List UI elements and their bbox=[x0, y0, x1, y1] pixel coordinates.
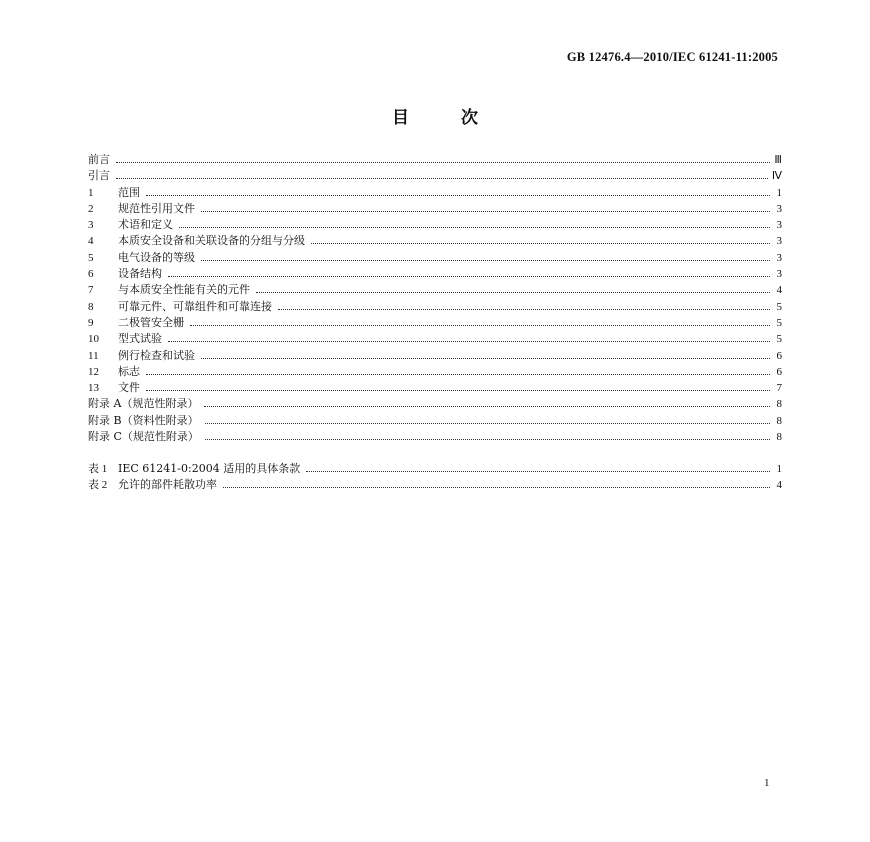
table-list-entry[interactable] bbox=[88, 477, 782, 493]
toc-entry[interactable] bbox=[88, 429, 782, 445]
toc-entry-number: 4 bbox=[88, 235, 94, 248]
toc-entry-number: 表 1 bbox=[88, 463, 108, 475]
toc-entry[interactable] bbox=[88, 380, 782, 396]
toc-entry-title: 术语和定义 bbox=[118, 218, 173, 232]
toc-entry-number: 6 bbox=[88, 268, 94, 281]
toc-entry-number: 13 bbox=[88, 382, 99, 395]
toc-dot-leader bbox=[201, 260, 770, 261]
toc-entry[interactable] bbox=[88, 331, 782, 347]
toc-entry-title: 附录 A（规范性附录） bbox=[88, 397, 199, 411]
toc-entry[interactable] bbox=[88, 282, 782, 298]
toc-dot-leader bbox=[278, 309, 770, 310]
toc-entry-number: 1 bbox=[88, 186, 94, 199]
toc-entry-page: 3 bbox=[776, 219, 782, 232]
toc-entry[interactable] bbox=[88, 168, 782, 184]
toc-dot-leader bbox=[146, 195, 770, 196]
toc-dot-leader bbox=[116, 162, 770, 163]
toc-entry-title: 范围 bbox=[118, 185, 140, 199]
table-of-contents bbox=[88, 152, 782, 445]
toc-entry-number: 8 bbox=[88, 300, 94, 313]
toc-dot-leader bbox=[146, 374, 770, 375]
toc-entry-number: 5 bbox=[88, 251, 94, 264]
toc-entry-title: 附录 C（规范性附录） bbox=[88, 430, 199, 444]
toc-dot-leader bbox=[168, 276, 770, 277]
table-list-entry[interactable] bbox=[88, 461, 782, 477]
toc-dot-leader bbox=[204, 406, 770, 407]
toc-entry[interactable] bbox=[88, 152, 782, 168]
toc-dot-leader bbox=[190, 325, 770, 326]
toc-dot-leader bbox=[146, 390, 770, 391]
toc-entry-page: Ⅲ bbox=[774, 154, 782, 166]
toc-entry-page: 5 bbox=[776, 300, 782, 313]
toc-entry-number: 10 bbox=[88, 333, 99, 346]
toc-entry-title: 标志 bbox=[118, 364, 140, 378]
toc-entry-page: 4 bbox=[776, 284, 782, 297]
toc-entry[interactable] bbox=[88, 233, 782, 249]
toc-entry-page: 3 bbox=[776, 251, 782, 264]
toc-entry-page: 5 bbox=[776, 316, 782, 329]
toc-entry-title: 电气设备的等级 bbox=[118, 250, 195, 264]
toc-entry[interactable] bbox=[88, 315, 782, 331]
toc-entry-page: Ⅳ bbox=[771, 170, 782, 183]
toc-entry-page: 3 bbox=[776, 235, 782, 248]
toc-dot-leader bbox=[179, 227, 770, 228]
toc-entry-title: 文件 bbox=[118, 381, 140, 395]
toc-dot-leader bbox=[201, 211, 770, 212]
toc-entry-title: 设备结构 bbox=[118, 267, 162, 281]
toc-entry-number: 7 bbox=[88, 284, 94, 297]
toc-entry-title: 与本质安全性能有关的元件 bbox=[118, 283, 250, 297]
toc-entry-page: 6 bbox=[776, 349, 782, 362]
toc-entry-title: 允许的部件耗散功率 bbox=[118, 478, 217, 492]
toc-entry[interactable] bbox=[88, 250, 782, 266]
toc-entry[interactable] bbox=[88, 413, 782, 429]
toc-entry-page: 8 bbox=[776, 431, 782, 444]
toc-entry[interactable] bbox=[88, 266, 782, 282]
toc-dot-leader bbox=[201, 358, 770, 359]
toc-dot-leader bbox=[311, 243, 770, 244]
toc-dot-leader bbox=[205, 423, 770, 424]
toc-entry-number: 9 bbox=[88, 316, 94, 329]
toc-entry-title: 可靠元件、可靠组件和可靠连接 bbox=[118, 299, 272, 313]
toc-dot-leader bbox=[116, 178, 768, 179]
toc-entry[interactable] bbox=[88, 217, 782, 233]
toc-entry-title: 引言 bbox=[88, 169, 110, 183]
toc-entry-number: 3 bbox=[88, 219, 94, 232]
toc-entry-page: 6 bbox=[776, 365, 782, 378]
toc-entry[interactable] bbox=[88, 201, 782, 217]
toc-dot-leader bbox=[168, 341, 770, 342]
list-of-tables bbox=[88, 461, 782, 494]
toc-entry-title: 规范性引用文件 bbox=[118, 201, 195, 215]
toc-dot-leader bbox=[256, 292, 770, 293]
toc-entry-number: 2 bbox=[88, 202, 94, 215]
toc-entry-title: IEC 61241-0:2004 适用的具体条款 bbox=[118, 462, 301, 475]
toc-entry-page: 4 bbox=[776, 479, 782, 492]
toc-dot-leader bbox=[205, 439, 770, 440]
page-title-char-2: 次 bbox=[461, 108, 478, 128]
toc-entry[interactable] bbox=[88, 348, 782, 364]
standard-code: GB 12476.4—2010/IEC 61241-11:2005 bbox=[566, 50, 778, 64]
page-number: 1 bbox=[764, 777, 770, 789]
page-title bbox=[0, 103, 870, 128]
toc-entry[interactable] bbox=[88, 299, 782, 315]
toc-entry-title: 例行检查和试验 bbox=[118, 348, 195, 362]
toc-entry-title: 附录 B（资料性附录） bbox=[88, 413, 199, 427]
page-title-char-1: 目 bbox=[392, 108, 409, 128]
toc-entry-page: 8 bbox=[776, 398, 782, 411]
toc-dot-leader bbox=[223, 487, 770, 488]
toc-entry-title: 二极管安全栅 bbox=[118, 315, 184, 329]
toc-entry-page: 1 bbox=[776, 463, 782, 475]
toc-entry-number: 11 bbox=[88, 349, 99, 362]
toc-entry-title: 型式试验 bbox=[118, 332, 162, 346]
toc-entry-title: 前言 bbox=[88, 153, 110, 166]
toc-entry[interactable] bbox=[88, 396, 782, 412]
toc-entry-page: 5 bbox=[776, 333, 782, 346]
toc-entry[interactable] bbox=[88, 185, 782, 201]
toc-entry-page: 1 bbox=[776, 186, 782, 199]
toc-entry-page: 8 bbox=[776, 414, 782, 427]
toc-entry-page: 3 bbox=[776, 202, 782, 215]
toc-entry-number: 表 2 bbox=[88, 479, 108, 492]
toc-entry-page: 3 bbox=[776, 268, 782, 281]
toc-entry-page: 7 bbox=[776, 382, 782, 395]
toc-entry-number: 12 bbox=[88, 365, 99, 378]
toc-entry-title: 本质安全设备和关联设备的分组与分级 bbox=[118, 234, 305, 248]
toc-entry[interactable] bbox=[88, 364, 782, 380]
toc-dot-leader bbox=[306, 471, 770, 472]
